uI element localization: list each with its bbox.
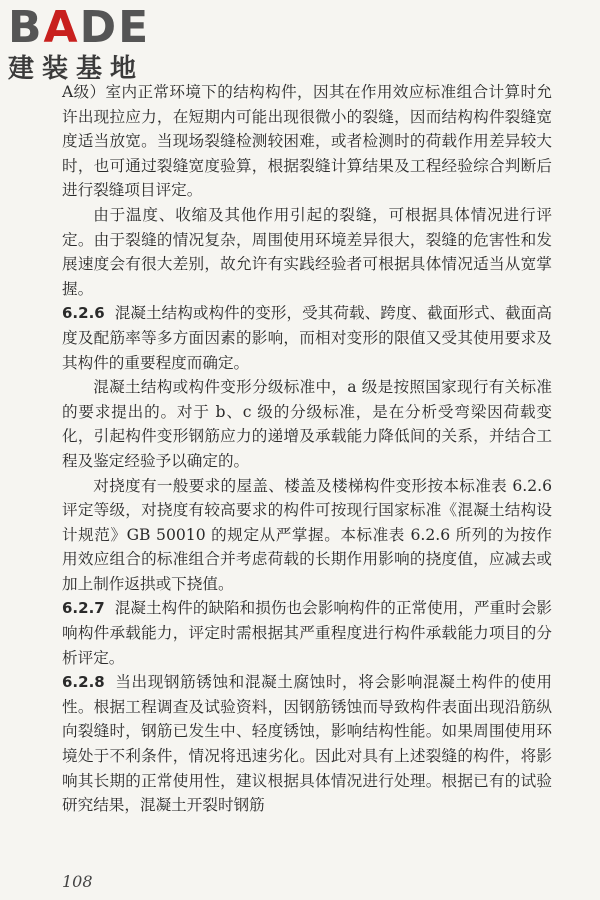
logo-wordmark: BADE xyxy=(8,2,151,53)
clause-paragraph: 6.2.8 当出现钢筋锈蚀和混凝土腐蚀时，将会影响混凝土构件的使用性。根据工程调查及试验资料，因钢筋锈蚀而导致构件表面出现沿筋纵向裂缝时，钢筋已发生中、轻度锈蚀，影响结构性能。如果周围使用环境处于不利条件，情况将迅速劣化。因此对具有上述裂缝的构件，将影响其长期的正常使用性，建议根据具体情况进行处理。根据已有的试验研究结果，混凝土开裂时钢筋 xyxy=(62,673,552,815)
paragraph: 由于温度、收缩及其他作用引起的裂缝，可根据具体情况进行评定。由于裂缝的情况复杂，周围使用环境差异很大，裂缝的危害性和发展速度会有很大差别，故允许有实践经验者可根据具体情况适当从宽掌握。 xyxy=(62,205,552,298)
page-number: 108 xyxy=(62,872,93,891)
paragraph: 混凝土结构或构件变形分级标准中，a 级是按照国家现行有关标准的要求提出的。对于 b、c 级的分级标准，是在分析受弯梁因荷载变化，引起构件变形钢筋应力的递增及承载能力降低间的关系，并结合工程及鉴定经验予以确定的。 xyxy=(62,378,552,470)
paragraph: A级）室内正常环境下的结构构件，因其在作用效应标准组合计算时允许出现拉应力，在短期内可能出现很微小的裂缝，因而结构构件裂缝宽度适当放宽。当现场裂缝检测较困难，或者检测时的荷载作用差异较大时，也可通过裂缝宽度验算，根据裂缝计算结果及工程经验综合判断后进行裂缝项目评定。 xyxy=(62,83,552,200)
clause-paragraph: 6.2.6 混凝土结构或构件的变形，受其荷载、跨度、截面形式、截面高度及配筋率等多方面因素的影响，而相对变形的限值又受其使用要求及其构件的重要程度而确定。 xyxy=(62,304,552,372)
clause-number: 6.2.6 xyxy=(62,304,105,323)
clause-paragraph: 6.2.7 混凝土构件的缺陷和损伤也会影响构件的正常使用，严重时会影响构件承载能力，评定时需根据其严重程度进行构件承载能力项目的分析评定。 xyxy=(62,599,552,667)
logo-subtitle: 建装基地 xyxy=(8,54,145,84)
brand-logo xyxy=(8,4,178,92)
document-body xyxy=(62,80,552,818)
clause-number: 6.2.7 xyxy=(62,599,105,618)
paragraph: 对挠度有一般要求的屋盖、楼盖及楼梯构件变形按本标准表 6.2.6 评定等级，对挠度有较高要求的构件可按现行国家标准《混凝土结构设计规范》GB 50010 的规定从严掌握。本标准表 6.2.6 所列的为按作用效应组合的标准组合并考虑荷载的长期作用影响的挠度值，应减去或加上制作返拱或下挠值。 xyxy=(62,476,552,593)
clause-number: 6.2.8 xyxy=(62,673,105,692)
